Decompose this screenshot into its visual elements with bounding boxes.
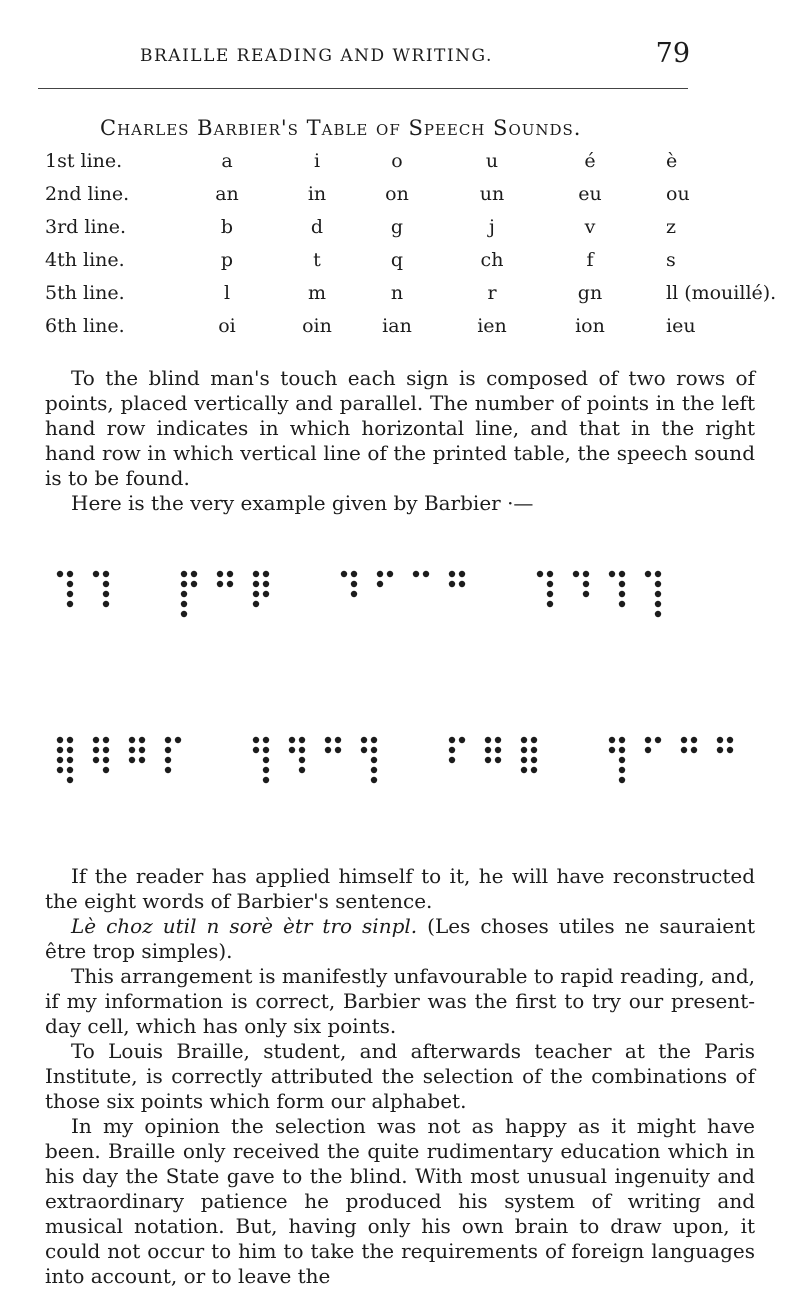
braille-dot (351, 571, 357, 577)
paragraph-2: Here is the very example given by Barbier ·— (71, 491, 534, 515)
braille-cell (537, 571, 553, 607)
sound-cell: t (313, 249, 321, 271)
braille-dot (139, 737, 145, 743)
braille-dot (495, 747, 501, 753)
braille-dot (93, 737, 99, 743)
sound-cell: v (584, 216, 596, 238)
braille-dot (485, 737, 491, 743)
braille-dot (57, 737, 63, 743)
row-label: 1st line. (45, 150, 123, 172)
braille-dot (691, 747, 697, 753)
braille-cell (449, 571, 465, 587)
row-label: 5th line. (45, 282, 125, 304)
braille-dot (103, 757, 109, 763)
braille-dot (67, 777, 73, 783)
page-number: 79 (655, 38, 690, 69)
braille-dot (129, 737, 135, 743)
braille-dot (299, 737, 305, 743)
sound-cell: j (489, 216, 495, 238)
braille-dot (655, 611, 661, 617)
braille-dot (645, 571, 651, 577)
braille-cell (93, 571, 109, 607)
sound-cell: ch (480, 249, 504, 271)
braille-dot (361, 747, 367, 753)
braille-dot (377, 581, 383, 587)
braille-dot (289, 737, 295, 743)
braille-cell (93, 737, 109, 773)
braille-dot (609, 747, 615, 753)
braille-cell (413, 571, 429, 577)
braille-dot (103, 767, 109, 773)
sound-cell: i (313, 150, 321, 172)
braille-dot (371, 747, 377, 753)
table-row (0, 216, 800, 249)
sound-cell: l (223, 282, 231, 304)
braille-dot (521, 747, 527, 753)
braille-dot (449, 747, 455, 753)
braille-dot (645, 747, 651, 753)
braille-cell (57, 737, 73, 783)
sound-cell: ll (mouillé). (666, 282, 777, 304)
braille-cell (645, 737, 661, 753)
braille-dot (619, 737, 625, 743)
braille-cell (645, 571, 661, 617)
braille-word (57, 737, 181, 783)
braille-dot (531, 737, 537, 743)
braille-dot (175, 737, 181, 743)
braille-dot (103, 747, 109, 753)
sound-cell: ou (666, 183, 690, 205)
braille-dot (727, 737, 733, 743)
braille-cell (377, 571, 393, 587)
sound-cell: u (485, 150, 499, 172)
braille-dot (547, 571, 553, 577)
braille-dot (139, 757, 145, 763)
braille-dot (531, 767, 537, 773)
sound-cell: ien (477, 315, 507, 337)
braille-dot (609, 737, 615, 743)
running-head (0, 38, 800, 78)
braille-cell (129, 737, 145, 763)
braille-dot (377, 571, 383, 577)
braille-cell (217, 571, 233, 587)
braille-dot (93, 747, 99, 753)
sound-cell: p (220, 249, 234, 271)
speech-sounds-table (0, 150, 800, 348)
braille-word (449, 737, 537, 773)
braille-dot (413, 571, 419, 577)
braille-dot (371, 757, 377, 763)
braille-dot (619, 747, 625, 753)
table-row (0, 315, 800, 348)
row-label: 2nd line. (45, 183, 130, 205)
braille-cell (165, 737, 181, 773)
braille-dot (67, 767, 73, 773)
paragraph-body (45, 864, 755, 1289)
braille-dot (449, 757, 455, 763)
braille-dot (263, 591, 269, 597)
braille-dot (103, 737, 109, 743)
braille-dot (681, 747, 687, 753)
braille-word (609, 737, 733, 783)
braille-dot (165, 747, 171, 753)
sound-cell: a (221, 150, 233, 172)
braille-dot (717, 737, 723, 743)
running-title: BRAILLE READING AND WRITING. (140, 46, 493, 66)
braille-dot (655, 581, 661, 587)
row-label: 6th line. (45, 315, 125, 337)
braille-dot (67, 757, 73, 763)
braille-cell (681, 737, 697, 753)
braille-dot (253, 737, 259, 743)
braille-dot (619, 601, 625, 607)
paragraph-7: In my opinion the selection was not as happy as it might have been. Braille only received the quite rudimentary education which in his day the State gave to the blind. With most unusual ingenuity and extraordinary patience he produced his system of writing and musical notation. But, having only his own brain to draw upon, it could not occur to him to take the requirements of foreign languages into account, or to leave the (45, 1114, 755, 1288)
braille-cell (253, 571, 269, 607)
braille-dot (325, 737, 331, 743)
braille-dot (459, 737, 465, 743)
braille-dot (371, 737, 377, 743)
braille-dots-figure (40, 560, 740, 860)
braille-dot (727, 747, 733, 753)
paragraph-5: This arrangement is manifestly unfavourable to rapid reading, and, if my information is correct, Barbier was the first to try our present-day cell, which has only six points. (45, 964, 755, 1038)
braille-cell (573, 571, 589, 597)
braille-dot (299, 767, 305, 773)
braille-dot (655, 571, 661, 577)
braille-dot (351, 581, 357, 587)
braille-dot (263, 757, 269, 763)
braille-dot (181, 591, 187, 597)
paragraph-explanation (45, 366, 755, 516)
braille-dot (57, 571, 63, 577)
braille-dot (371, 777, 377, 783)
braille-dot (227, 581, 233, 587)
sound-cell: m (307, 282, 327, 304)
braille-dot (619, 767, 625, 773)
braille-dot (619, 777, 625, 783)
braille-dot (129, 747, 135, 753)
braille-dot (351, 591, 357, 597)
braille-dot (67, 571, 73, 577)
braille-dot (423, 571, 429, 577)
sound-cell: z (666, 216, 677, 238)
braille-word (253, 737, 377, 783)
braille-dot (485, 757, 491, 763)
braille-dot (619, 757, 625, 763)
braille-dot (217, 571, 223, 577)
sound-cell: b (220, 216, 234, 238)
braille-dot (57, 757, 63, 763)
row-label: 4th line. (45, 249, 125, 271)
braille-cell (717, 737, 733, 753)
braille-dot (619, 581, 625, 587)
braille-dot (521, 767, 527, 773)
braille-dot (165, 757, 171, 763)
sound-cell: on (385, 183, 409, 205)
braille-dot (717, 747, 723, 753)
braille-dot (619, 571, 625, 577)
braille-cell (361, 737, 377, 783)
sound-cell: q (390, 249, 404, 271)
braille-dot (263, 767, 269, 773)
braille-dot (531, 747, 537, 753)
braille-word (181, 571, 269, 617)
header-rule (38, 88, 688, 89)
braille-dot (325, 747, 331, 753)
sound-cell: d (310, 216, 324, 238)
braille-dot (655, 601, 661, 607)
braille-dot (449, 571, 455, 577)
braille-dot (129, 757, 135, 763)
paragraph-1: To the blind man's touch each sign is composed of two rows of points, placed vertically and parallel. The number of points in the left hand row indicates in which horizontal line, and that in the right hand row in which vertical line of the printed table, the speech sound is to be found. (45, 366, 755, 490)
braille-word (341, 571, 465, 597)
braille-dot (459, 581, 465, 587)
braille-dot (691, 737, 697, 743)
braille-dot (573, 571, 579, 577)
braille-dot (263, 571, 269, 577)
braille-dot (253, 571, 259, 577)
braille-dot (299, 757, 305, 763)
braille-dot (495, 757, 501, 763)
braille-dot (299, 747, 305, 753)
braille-dot (181, 581, 187, 587)
braille-dot (67, 581, 73, 587)
braille-dot (93, 571, 99, 577)
braille-dot (645, 737, 651, 743)
sound-cell: ieu (666, 315, 696, 337)
braille-dot (57, 767, 63, 773)
braille-dot (289, 747, 295, 753)
braille-dot (67, 747, 73, 753)
braille-dot (263, 737, 269, 743)
braille-dot (191, 571, 197, 577)
sound-cell: g (390, 216, 404, 238)
sound-cell: r (487, 282, 497, 304)
table-row (0, 150, 800, 183)
paragraph-3: If the reader has applied himself to it, he will have reconstructed the eight words of Barbier's sentence. (45, 864, 755, 913)
braille-dot (583, 591, 589, 597)
braille-dot (485, 747, 491, 753)
sound-cell: oi (218, 315, 236, 337)
paragraph-6: To Louis Braille, student, and afterwards teacher at the Paris Institute, is correctly attributed the selection of the combinations of those six points which form our alphabet. (45, 1039, 755, 1113)
braille-cell (609, 571, 625, 607)
braille-dot (387, 571, 393, 577)
sound-cell: eu (578, 183, 602, 205)
braille-dot (583, 581, 589, 587)
braille-dot (227, 571, 233, 577)
braille-cell (325, 737, 341, 753)
braille-dot (67, 737, 73, 743)
braille-dot (449, 737, 455, 743)
braille-dot (103, 571, 109, 577)
sound-cell: è (666, 150, 678, 172)
braille-dot (263, 581, 269, 587)
table-title: Charles Barbier's Table of Speech Sounds. (100, 116, 582, 140)
braille-cell (181, 571, 197, 617)
sound-cell: ion (575, 315, 605, 337)
braille-dot (263, 747, 269, 753)
braille-dot (495, 737, 501, 743)
braille-dot (67, 601, 73, 607)
braille-dot (335, 737, 341, 743)
braille-dot (531, 757, 537, 763)
braille-dot (181, 571, 187, 577)
braille-dot (103, 581, 109, 587)
table-row (0, 249, 800, 282)
braille-dot (93, 757, 99, 763)
braille-dot (253, 601, 259, 607)
braille-dot (521, 737, 527, 743)
braille-dot (217, 581, 223, 587)
braille-dot (253, 581, 259, 587)
sound-cell: s (666, 249, 676, 271)
table-row (0, 282, 800, 315)
braille-dot (583, 571, 589, 577)
french-translation: (Les choses utiles ne sauraient être trop simples). (45, 914, 756, 963)
braille-cell (609, 737, 625, 783)
braille-cell (289, 737, 305, 773)
braille-dot (609, 571, 615, 577)
braille-cell (521, 737, 537, 773)
braille-word (537, 571, 661, 617)
row-label: 3rd line. (45, 216, 127, 238)
braille-dot (547, 581, 553, 587)
braille-dot (139, 747, 145, 753)
barbier-sentence: Lè choz util n sorè ètr tro sinpl. (71, 914, 418, 938)
sound-cell: f (586, 249, 594, 271)
braille-dot (67, 591, 73, 597)
braille-dot (181, 611, 187, 617)
braille-dot (655, 591, 661, 597)
braille-dot (263, 777, 269, 783)
braille-dot (165, 737, 171, 743)
braille-dot (619, 591, 625, 597)
braille-cell (449, 737, 465, 763)
sound-cell: ian (382, 315, 412, 337)
braille-dot (103, 601, 109, 607)
braille-dot (361, 737, 367, 743)
braille-word (57, 571, 109, 607)
braille-dot (341, 571, 347, 577)
braille-dot (165, 767, 171, 773)
braille-dot (521, 757, 527, 763)
braille-dot (371, 767, 377, 773)
braille-example (40, 560, 740, 860)
table-row (0, 183, 800, 216)
sound-cell: o (391, 150, 403, 172)
braille-cell (57, 571, 73, 607)
braille-dot (57, 747, 63, 753)
braille-dot (181, 601, 187, 607)
sound-cell: oin (302, 315, 332, 337)
braille-dot (253, 591, 259, 597)
braille-dot (459, 571, 465, 577)
braille-dot (449, 581, 455, 587)
sound-cell: un (479, 183, 505, 205)
braille-cell (341, 571, 357, 597)
sound-cell: in (307, 183, 327, 205)
braille-dot (103, 591, 109, 597)
braille-dot (655, 737, 661, 743)
braille-cell (485, 737, 501, 763)
sound-cell: an (215, 183, 239, 205)
braille-dot (547, 601, 553, 607)
braille-dot (537, 571, 543, 577)
braille-cell (253, 737, 269, 783)
sound-cell: é (584, 150, 596, 172)
braille-dot (547, 591, 553, 597)
braille-dot (335, 747, 341, 753)
paragraph-4 (45, 914, 755, 964)
sound-cell: n (390, 282, 404, 304)
braille-dot (681, 737, 687, 743)
braille-dot (253, 747, 259, 753)
sound-cell: gn (577, 282, 603, 304)
braille-dot (191, 581, 197, 587)
